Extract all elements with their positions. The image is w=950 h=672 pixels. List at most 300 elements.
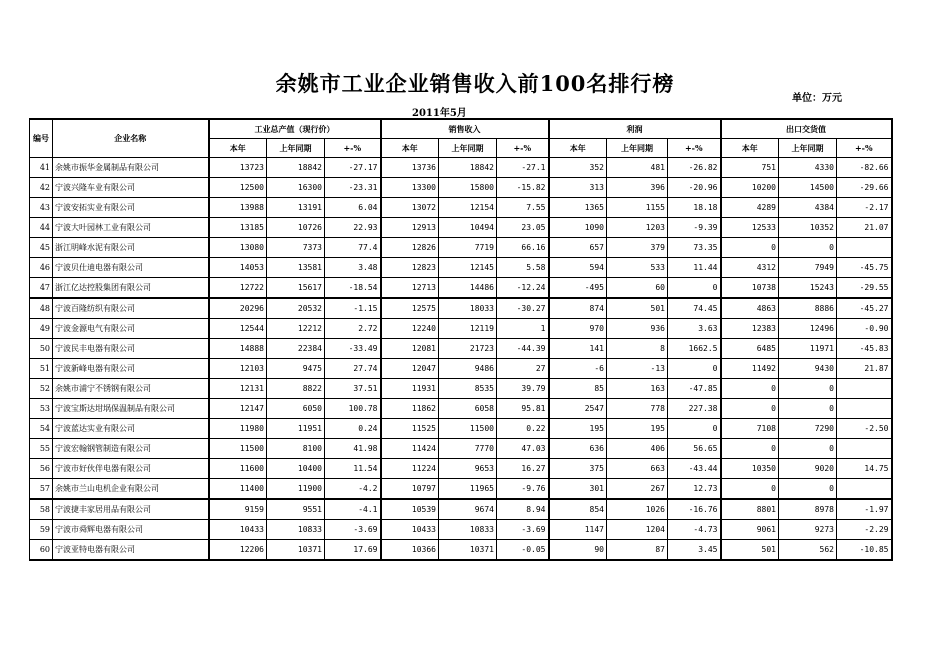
cell-s2: 11965 (439, 479, 497, 500)
cell-e2: 15243 (779, 278, 837, 299)
company-name: 宁波民丰电器有限公司 (53, 339, 209, 359)
company-name: 浙江明峰水泥有限公司 (53, 238, 209, 258)
cell-s2: 7770 (439, 439, 497, 459)
cell-e1: 8801 (721, 499, 779, 520)
cell-o2: 18842 (267, 158, 325, 178)
cell-e1: 10738 (721, 278, 779, 299)
cell-e2: 4384 (779, 198, 837, 218)
cell-o1: 12544 (209, 319, 267, 339)
cell-o3: -4.1 (325, 499, 381, 520)
cell-s1: 11931 (381, 379, 439, 399)
cell-s2: 15800 (439, 178, 497, 198)
cell-o1: 14888 (209, 339, 267, 359)
cell-s1: 10366 (381, 540, 439, 561)
header-export: 出口交货值 (721, 119, 892, 139)
cell-s1: 11862 (381, 399, 439, 419)
cell-p2: 778 (607, 399, 668, 419)
cell-s2: 18842 (439, 158, 497, 178)
cell-o3: -23.31 (325, 178, 381, 198)
cell-s3: 47.03 (497, 439, 549, 459)
subheader-output-cur: 本年 (209, 139, 267, 158)
cell-s3: -27.1 (497, 158, 549, 178)
cell-e2: 11971 (779, 339, 837, 359)
company-name: 余姚市振华金属制品有限公司 (53, 158, 209, 178)
cell-e3 (837, 379, 892, 399)
cell-o3: 37.51 (325, 379, 381, 399)
cell-s2: 14486 (439, 278, 497, 299)
cell-e1: 0 (721, 439, 779, 459)
cell-e3: -45.83 (837, 339, 892, 359)
cell-s1: 11525 (381, 419, 439, 439)
cell-s3: 16.27 (497, 459, 549, 479)
cell-p3: 0 (668, 419, 721, 439)
table-row (30, 499, 892, 520)
company-name: 宁波新峰电器有限公司 (53, 359, 209, 379)
cell-s3: -12.24 (497, 278, 549, 299)
cell-s3: -15.82 (497, 178, 549, 198)
cell-o2: 9551 (267, 499, 325, 520)
cell-s3: 27 (497, 359, 549, 379)
cell-p2: 481 (607, 158, 668, 178)
cell-s3: 5.58 (497, 258, 549, 278)
subheader-profit-prev: 上年同期 (607, 139, 668, 158)
cell-s2: 7719 (439, 238, 497, 258)
cell-e2: 12496 (779, 319, 837, 339)
cell-o3: -18.54 (325, 278, 381, 299)
cell-o2: 8100 (267, 439, 325, 459)
cell-p3: 227.38 (668, 399, 721, 419)
cell-e1: 12383 (721, 319, 779, 339)
row-number: 47 (30, 278, 53, 299)
cell-s3: 1 (497, 319, 549, 339)
subheader-sales-prev: 上年同期 (439, 139, 497, 158)
subheader-profit-cur: 本年 (549, 139, 607, 158)
subheader-profit-pct: +-% (668, 139, 721, 158)
cell-s2: 12154 (439, 198, 497, 218)
cell-p1: 854 (549, 499, 607, 520)
cell-e1: 9061 (721, 520, 779, 540)
cell-s1: 12081 (381, 339, 439, 359)
cell-o3: 100.78 (325, 399, 381, 419)
cell-p1: 2547 (549, 399, 607, 419)
cell-s3: 7.55 (497, 198, 549, 218)
company-name: 宁波百隆纺织有限公司 (53, 298, 209, 319)
cell-e3: -2.29 (837, 520, 892, 540)
cell-e2: 0 (779, 379, 837, 399)
cell-s1: 12826 (381, 238, 439, 258)
cell-p3: -9.39 (668, 218, 721, 238)
company-name: 余姚市浦宁不锈钢有限公司 (53, 379, 209, 399)
cell-e3 (837, 439, 892, 459)
cell-s2: 21723 (439, 339, 497, 359)
company-name: 宁波市好伙伴电器有限公司 (53, 459, 209, 479)
cell-o1: 11600 (209, 459, 267, 479)
table-row (30, 339, 892, 359)
cell-o1: 12147 (209, 399, 267, 419)
cell-p3: -47.85 (668, 379, 721, 399)
cell-s3: 8.94 (497, 499, 549, 520)
cell-p1: 313 (549, 178, 607, 198)
cell-e2: 0 (779, 439, 837, 459)
cell-o1: 12103 (209, 359, 267, 379)
cell-s2: 10833 (439, 520, 497, 540)
cell-e1: 10200 (721, 178, 779, 198)
table-row (30, 218, 892, 238)
cell-s1: 12240 (381, 319, 439, 339)
cell-o3: 27.74 (325, 359, 381, 379)
cell-o3: 22.93 (325, 218, 381, 238)
cell-p3: 11.44 (668, 258, 721, 278)
cell-e2: 0 (779, 238, 837, 258)
row-number: 57 (30, 479, 53, 500)
row-number: 42 (30, 178, 53, 198)
row-number: 60 (30, 540, 53, 561)
cell-s2: 12119 (439, 319, 497, 339)
row-number: 56 (30, 459, 53, 479)
cell-e3: 14.75 (837, 459, 892, 479)
header-no: 编号 (30, 119, 53, 158)
cell-o2: 22384 (267, 339, 325, 359)
cell-e1: 4289 (721, 198, 779, 218)
cell-e2: 4330 (779, 158, 837, 178)
table-row (30, 459, 892, 479)
table-row (30, 178, 892, 198)
cell-e2: 8886 (779, 298, 837, 319)
cell-s1: 12913 (381, 218, 439, 238)
cell-p2: 396 (607, 178, 668, 198)
cell-e2: 0 (779, 479, 837, 500)
cell-o2: 12212 (267, 319, 325, 339)
cell-s2: 12145 (439, 258, 497, 278)
cell-e3: -29.66 (837, 178, 892, 198)
row-number: 59 (30, 520, 53, 540)
cell-p2: 267 (607, 479, 668, 500)
company-name: 宁波宝斯达坩埚保温制品有限公司 (53, 399, 209, 419)
cell-e3: -82.66 (837, 158, 892, 178)
row-number: 48 (30, 298, 53, 319)
cell-s2: 9653 (439, 459, 497, 479)
cell-p1: 375 (549, 459, 607, 479)
cell-e1: 501 (721, 540, 779, 561)
row-number: 54 (30, 419, 53, 439)
cell-e1: 751 (721, 158, 779, 178)
cell-s2: 11500 (439, 419, 497, 439)
cell-p3: 1662.5 (668, 339, 721, 359)
cell-o3: 41.98 (325, 439, 381, 459)
cell-s2: 10494 (439, 218, 497, 238)
cell-o2: 10833 (267, 520, 325, 540)
cell-s3: -3.69 (497, 520, 549, 540)
table-row (30, 399, 892, 419)
row-number: 44 (30, 218, 53, 238)
cell-o2: 6050 (267, 399, 325, 419)
cell-s3: 23.05 (497, 218, 549, 238)
cell-p2: 1026 (607, 499, 668, 520)
cell-p1: 594 (549, 258, 607, 278)
company-name: 宁波金源电气有限公司 (53, 319, 209, 339)
cell-s3: 39.79 (497, 379, 549, 399)
row-number: 51 (30, 359, 53, 379)
cell-o3: 17.69 (325, 540, 381, 561)
cell-e1: 7108 (721, 419, 779, 439)
cell-o3: -1.15 (325, 298, 381, 319)
cell-o2: 9475 (267, 359, 325, 379)
cell-p1: 90 (549, 540, 607, 561)
cell-e3 (837, 238, 892, 258)
cell-o3: -3.69 (325, 520, 381, 540)
table-row (30, 520, 892, 540)
cell-e3: 21.07 (837, 218, 892, 238)
cell-e3: -2.50 (837, 419, 892, 439)
cell-p2: 1204 (607, 520, 668, 540)
cell-s3: -9.76 (497, 479, 549, 500)
cell-p2: 406 (607, 439, 668, 459)
cell-p1: 301 (549, 479, 607, 500)
subheader-sales-pct: +-% (497, 139, 549, 158)
cell-e1: 0 (721, 238, 779, 258)
table-row (30, 278, 892, 299)
header-sales: 销售收入 (381, 119, 549, 139)
cell-o3: 2.72 (325, 319, 381, 339)
company-name: 余姚市兰山电机企业有限公司 (53, 479, 209, 500)
cell-p2: -13 (607, 359, 668, 379)
table-row (30, 439, 892, 459)
table-row (30, 198, 892, 218)
cell-o2: 10726 (267, 218, 325, 238)
cell-p3: 18.18 (668, 198, 721, 218)
cell-p2: 501 (607, 298, 668, 319)
table-row (30, 258, 892, 278)
cell-o2: 10400 (267, 459, 325, 479)
header-profit: 利润 (549, 119, 721, 139)
row-number: 53 (30, 399, 53, 419)
subheader-output-prev: 上年同期 (267, 139, 325, 158)
company-name: 宁波市舜辉电器有限公司 (53, 520, 209, 540)
cell-s1: 13072 (381, 198, 439, 218)
cell-p3: 0 (668, 278, 721, 299)
cell-o3: 3.48 (325, 258, 381, 278)
cell-s1: 13736 (381, 158, 439, 178)
cell-o1: 14053 (209, 258, 267, 278)
cell-p1: 636 (549, 439, 607, 459)
company-name: 宁波蓝达实业有限公司 (53, 419, 209, 439)
cell-s2: 10371 (439, 540, 497, 561)
table-row (30, 238, 892, 258)
cell-s2: 18033 (439, 298, 497, 319)
cell-s1: 10797 (381, 479, 439, 500)
table-row (30, 359, 892, 379)
cell-e3: -2.17 (837, 198, 892, 218)
row-number: 52 (30, 379, 53, 399)
report-date: 2011年5月 (412, 108, 467, 119)
cell-s3: 66.16 (497, 238, 549, 258)
cell-p3: -20.96 (668, 178, 721, 198)
cell-e2: 9273 (779, 520, 837, 540)
table-row (30, 540, 892, 561)
cell-e1: 0 (721, 379, 779, 399)
cell-s1: 12575 (381, 298, 439, 319)
cell-s1: 12823 (381, 258, 439, 278)
cell-s2: 9486 (439, 359, 497, 379)
cell-p3: 56.65 (668, 439, 721, 459)
cell-s3: 0.22 (497, 419, 549, 439)
cell-p1: 352 (549, 158, 607, 178)
cell-p2: 60 (607, 278, 668, 299)
subheader-export-pct: +-% (837, 139, 892, 158)
cell-e3 (837, 399, 892, 419)
cell-e1: 4312 (721, 258, 779, 278)
cell-o1: 11400 (209, 479, 267, 500)
cell-o1: 12722 (209, 278, 267, 299)
cell-p2: 195 (607, 419, 668, 439)
cell-e1: 6485 (721, 339, 779, 359)
company-name: 宁波安拓实业有限公司 (53, 198, 209, 218)
cell-o2: 20532 (267, 298, 325, 319)
cell-o3: 0.24 (325, 419, 381, 439)
cell-o2: 13581 (267, 258, 325, 278)
cell-e2: 7949 (779, 258, 837, 278)
cell-e2: 8978 (779, 499, 837, 520)
company-name: 宁波大叶园林工业有限公司 (53, 218, 209, 238)
cell-p1: -6 (549, 359, 607, 379)
cell-e3: -45.27 (837, 298, 892, 319)
header-output: 工业总产值（现行价） (209, 119, 381, 139)
cell-e2: 0 (779, 399, 837, 419)
row-number: 41 (30, 158, 53, 178)
cell-p3: -4.73 (668, 520, 721, 540)
cell-s3: -0.05 (497, 540, 549, 561)
cell-e2: 10352 (779, 218, 837, 238)
row-number: 46 (30, 258, 53, 278)
cell-o1: 9159 (209, 499, 267, 520)
cell-e1: 0 (721, 399, 779, 419)
row-number: 49 (30, 319, 53, 339)
cell-p2: 163 (607, 379, 668, 399)
row-number: 55 (30, 439, 53, 459)
cell-o2: 11900 (267, 479, 325, 500)
cell-e1: 0 (721, 479, 779, 500)
unit-label: 单位：万元 (792, 93, 842, 104)
cell-p1: 657 (549, 238, 607, 258)
cell-o1: 11500 (209, 439, 267, 459)
subheader-output-pct: +-% (325, 139, 381, 158)
cell-s3: -30.27 (497, 298, 549, 319)
cell-e3: 21.87 (837, 359, 892, 379)
cell-p3: 73.35 (668, 238, 721, 258)
cell-p1: 874 (549, 298, 607, 319)
cell-o1: 12500 (209, 178, 267, 198)
cell-o1: 13080 (209, 238, 267, 258)
cell-p3: -16.76 (668, 499, 721, 520)
cell-p2: 1203 (607, 218, 668, 238)
cell-o1: 13185 (209, 218, 267, 238)
cell-o2: 7373 (267, 238, 325, 258)
table-row (30, 319, 892, 339)
cell-o2: 15617 (267, 278, 325, 299)
company-name: 宁波贝仕迪电器有限公司 (53, 258, 209, 278)
table-row (30, 298, 892, 319)
cell-o3: -27.17 (325, 158, 381, 178)
cell-e2: 9430 (779, 359, 837, 379)
cell-p1: 970 (549, 319, 607, 339)
cell-s1: 11224 (381, 459, 439, 479)
cell-o2: 10371 (267, 540, 325, 561)
cell-e3: -45.75 (837, 258, 892, 278)
cell-e1: 12533 (721, 218, 779, 238)
company-name: 宁波宏翰钢管制造有限公司 (53, 439, 209, 459)
cell-p2: 936 (607, 319, 668, 339)
cell-o2: 16300 (267, 178, 325, 198)
table-row (30, 158, 892, 178)
cell-o1: 20296 (209, 298, 267, 319)
cell-p3: 74.45 (668, 298, 721, 319)
cell-s3: 95.81 (497, 399, 549, 419)
cell-p1: 1365 (549, 198, 607, 218)
cell-e3 (837, 479, 892, 500)
cell-e3: -29.55 (837, 278, 892, 299)
cell-e3: -0.90 (837, 319, 892, 339)
cell-o1: 13988 (209, 198, 267, 218)
cell-s1: 12713 (381, 278, 439, 299)
row-number: 50 (30, 339, 53, 359)
company-name: 浙江亿达控股集团有限公司 (53, 278, 209, 299)
cell-s1: 13300 (381, 178, 439, 198)
cell-e3: -10.85 (837, 540, 892, 561)
cell-p2: 8 (607, 339, 668, 359)
cell-p2: 533 (607, 258, 668, 278)
cell-s2: 8535 (439, 379, 497, 399)
cell-s1: 10539 (381, 499, 439, 520)
cell-o1: 13723 (209, 158, 267, 178)
cell-p3: 0 (668, 359, 721, 379)
cell-e3: -1.97 (837, 499, 892, 520)
row-number: 45 (30, 238, 53, 258)
cell-p1: 141 (549, 339, 607, 359)
cell-s3: -44.39 (497, 339, 549, 359)
cell-p1: 1090 (549, 218, 607, 238)
cell-p1: 85 (549, 379, 607, 399)
cell-e2: 7290 (779, 419, 837, 439)
cell-e1: 4863 (721, 298, 779, 319)
cell-p3: 3.63 (668, 319, 721, 339)
cell-p1: 195 (549, 419, 607, 439)
cell-o1: 10433 (209, 520, 267, 540)
cell-p3: 12.73 (668, 479, 721, 500)
table-row (30, 379, 892, 399)
cell-o1: 12206 (209, 540, 267, 561)
cell-s1: 12047 (381, 359, 439, 379)
cell-o2: 8822 (267, 379, 325, 399)
cell-o2: 13191 (267, 198, 325, 218)
cell-p3: -43.44 (668, 459, 721, 479)
company-name: 宁波兴隆车业有限公司 (53, 178, 209, 198)
cell-p2: 663 (607, 459, 668, 479)
cell-p2: 1155 (607, 198, 668, 218)
report-title: 余姚市工业企业销售收入前100名排行榜 (275, 71, 675, 96)
ranking-table (29, 118, 893, 561)
cell-o3: 11.54 (325, 459, 381, 479)
cell-o3: -33.49 (325, 339, 381, 359)
cell-e2: 14500 (779, 178, 837, 198)
cell-p2: 87 (607, 540, 668, 561)
row-number: 43 (30, 198, 53, 218)
cell-p3: -26.82 (668, 158, 721, 178)
table-row (30, 419, 892, 439)
company-name: 宁波捷丰家居用品有限公司 (53, 499, 209, 520)
cell-o3: 6.04 (325, 198, 381, 218)
cell-o3: -4.2 (325, 479, 381, 500)
cell-s2: 9674 (439, 499, 497, 520)
